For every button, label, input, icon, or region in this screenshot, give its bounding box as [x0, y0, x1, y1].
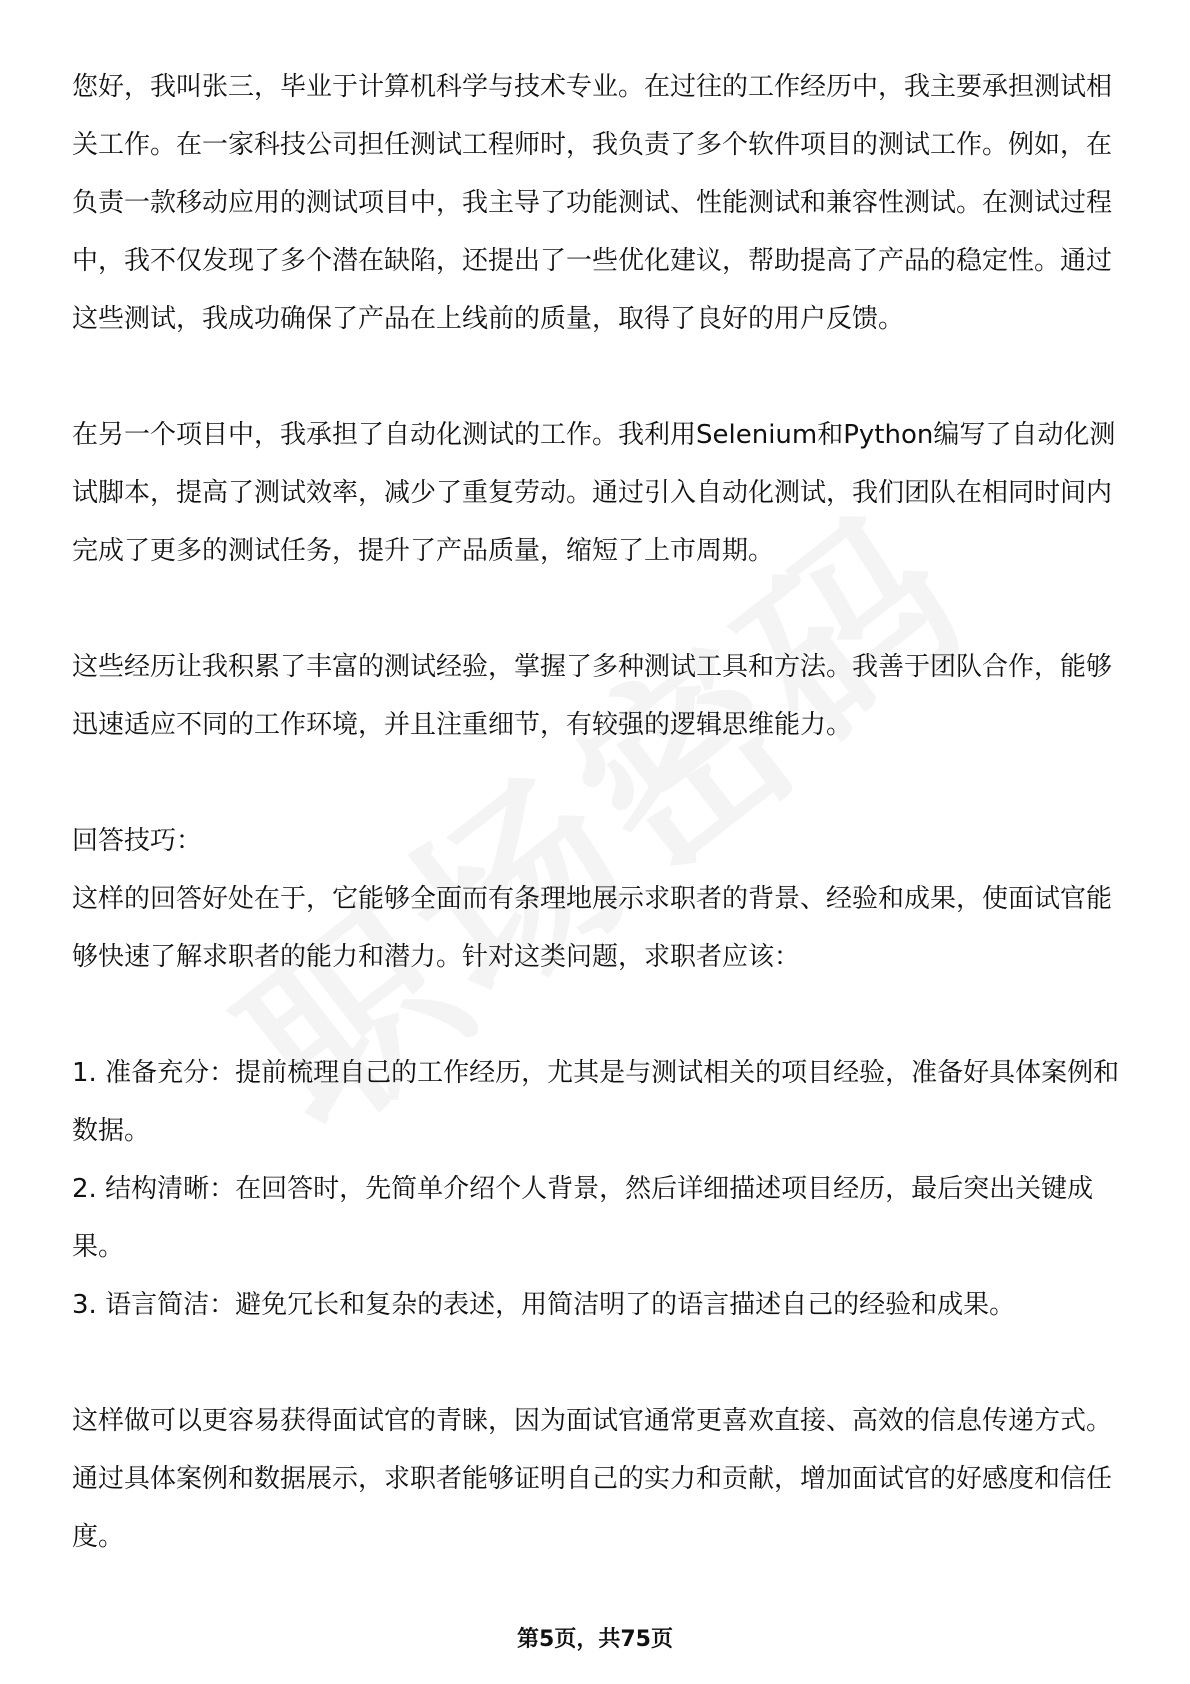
paragraph-automation: 在另一个项目中，我承担了自动化测试的工作。我利用Selenium和Python编写了自动化测试脚本，提高了测试效率，减少了重复劳动。通过引入自动化测试，我们团队在相同时间内完成了更多的测试任务，提升了产品质量，缩短了上市周期。 [72, 420, 1116, 566]
list-item: 1. 准备充分：提前梳理自己的工作经历，尤其是与测试相关的项目经验，准备好具体案例和数据。 [72, 1058, 1120, 1146]
document-body [72, 58, 1130, 1566]
tips-heading: 回答技巧： [72, 826, 203, 856]
paragraph-summary: 这些经历让我积累了丰富的测试经验，掌握了多种测试工具和方法。我善于团队合作，能够迅速适应不同的工作环境，并且注重细节，有较强的逻辑思维能力。 [72, 652, 1113, 740]
page-number: 第5页，共75页 [517, 1627, 673, 1652]
paragraph-conclusion: 这样做可以更容易获得面试官的青睐，因为面试官通常更喜欢直接、高效的信息传递方式。通过具体案例和数据展示，求职者能够证明自己的实力和贡献，增加面试官的好感度和信任度。 [72, 1406, 1113, 1552]
tips-list [72, 1044, 1130, 1334]
paragraph-intro: 您好，我叫张三，毕业于计算机科学与技术专业。在过往的工作经历中，我主要承担测试相关工作。在一家科技公司担任测试工程师时，我负责了多个软件项目的测试工作。例如，在负责一款移动应用的测试项目中，我主导了功能测试、性能测试和兼容性测试。在测试过程中，我不仅发现了多个潜在缺陷，还提出了一些优化建议，帮助提高了产品的稳定性。通过这些测试，我成功确保了产品在上线前的质量，取得了良好的用户反馈。 [72, 72, 1113, 334]
list-item: 3. 语言简洁：避免冗长和复杂的表述，用简洁明了的语言描述自己的经验和成果。 [72, 1290, 1016, 1320]
list-item: 2. 结构清晰：在回答时，先简单介绍个人背景，然后详细描述项目经历，最后突出关键成果。 [72, 1174, 1094, 1262]
paragraph-tips-intro: 这样的回答好处在于，它能够全面而有条理地展示求职者的背景、经验和成果，使面试官能够快速了解求职者的能力和潜力。针对这类问题，求职者应该： [72, 884, 1113, 972]
